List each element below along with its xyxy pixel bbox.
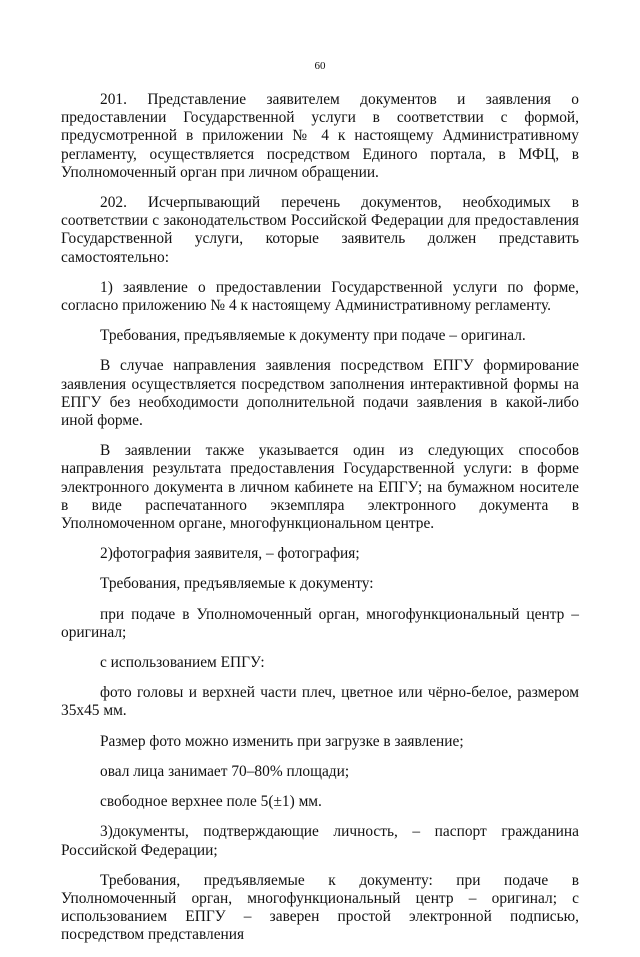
paragraph-photo-epgu: с использованием ЕПГУ: xyxy=(100,654,265,672)
paragraph-item-2-photo: 2)фотография заявителя, – фотография; xyxy=(100,545,360,563)
paragraph-photo-resize: Размер фото можно изменить при загрузке в заявление; xyxy=(100,732,464,750)
paragraph-top-margin: свободное верхнее поле 5(±1) мм. xyxy=(100,793,322,811)
paragraph-201: 201. Представление заявителем документов и заявления о предоставлении Государственной услуги в соответствии с формой, предусмотренной в приложении № 4 к настоящему Административному регламенту, осуществляется посредством Единого портала, в МФЦ, в Уполномоченный орган при личном обращении. xyxy=(61,91,579,181)
paragraph-result-delivery-methods: В заявлении также указывается один из следующих способов направления результата предоставления Государственной услуги: в форме электронного документа в личном кабинете на ЕПГУ; на бумажном носителе в виде распечатанного экземпляра электронного документа в Уполномоченном органе, многофункциональном центре. xyxy=(61,442,579,533)
paragraph-202: 202. Исчерпывающий перечень документов, необходимых в соответствии с законодательством Российской Федерации для предоставления Государственной услуги, которые заявитель должен представить самостоятельно: xyxy=(61,194,579,266)
paragraph-identity-doc-requirements: Требования, предъявляемые к документу: при подаче в Уполномоченный орган, многофункциональный центр – оригинал; с использованием ЕПГУ – заверен простой электронной подписью, посредством представления xyxy=(61,871,579,944)
paragraph-photo-in-person: при подаче в Уполномоченный орган, многофункциональный центр – оригинал; xyxy=(61,605,579,641)
paragraph-item-3-identity-docs: 3)документы, подтверждающие личность, – паспорт гражданина Российской Федерации; xyxy=(61,823,579,859)
paragraph-requirements-original: Требования, предъявляемые к документу при подаче – оригинал. xyxy=(100,327,526,345)
paragraph-face-oval: овал лица занимает 70–80% площади; xyxy=(100,762,350,780)
paragraph-epgu-interactive-form: В случае направления заявления посредством ЕПГУ формирование заявления осуществляется посредством заполнения интерактивной формы на ЕПГУ без необходимости дополнительной подачи заявления в какой-либо иной форме. xyxy=(61,357,579,430)
page-number: 60 xyxy=(314,60,326,72)
document-body xyxy=(61,91,579,957)
paragraph-photo-requirements: Требования, предъявляемые к документу: xyxy=(100,575,374,593)
paragraph-item-1-application: 1) заявление о предоставлении Государственной услуги по форме, согласно приложению № 4 к настоящему Административному регламенту. xyxy=(61,278,579,315)
paragraph-photo-size: фото головы и верхней части плеч, цветное или чёрно-белое, размером 35x45 мм. xyxy=(61,684,579,720)
